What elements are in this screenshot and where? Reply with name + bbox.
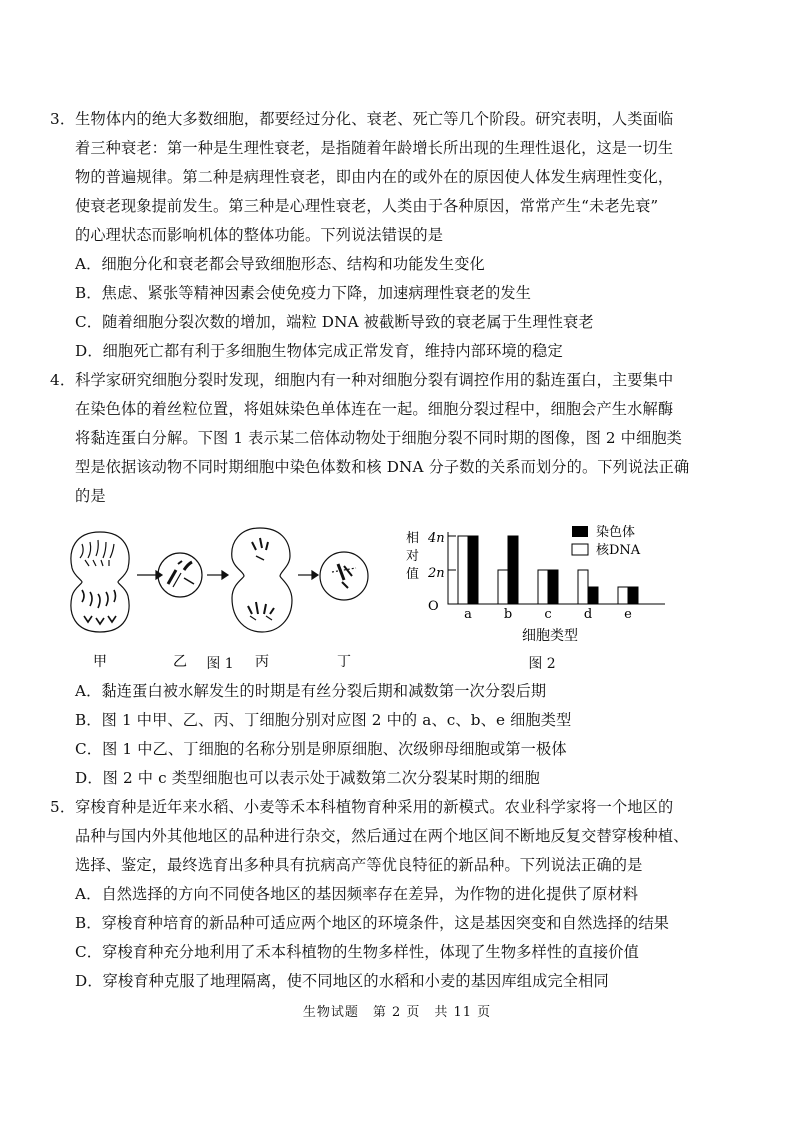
x-tick-d: d (583, 607, 593, 622)
x-tick-a: a (464, 607, 472, 622)
q3-stem-line-4: 使衰老现象提前发生。第三种是心理性衰老，人类由于各种原因，常常产生“未老先衰” (75, 197, 659, 215)
legend-swatch-dna (572, 544, 588, 555)
q3-stem-line-5: 的心理状态而影响机体的整体功能。下列说法错误的是 (75, 226, 444, 244)
bar-b-chromosome (508, 536, 518, 604)
y-label-char-3: 值 (406, 567, 420, 582)
bar-d-dna (578, 570, 588, 604)
q5-stem-line-3: 选择、鉴定，最终选育出多种具有抗病高产等优良特征的新品种。下列说法正确的是 (75, 856, 643, 874)
q3-stem-line-2: 着三种衰老：第一种是生理性衰老，是指随着年龄增长所出现的生理性退化，这是一切生 (75, 139, 674, 157)
x-ticks (464, 607, 632, 622)
y-tick-4n: 4n (428, 531, 445, 546)
legend-dna: 核DNA (596, 543, 641, 558)
q4-stem-line-2: 在染色体的着丝粒位置，将姐妹染色单体连在一起。细胞分裂过程中，细胞会产生水解酶 (75, 400, 674, 418)
q3-option-d: D．细胞死亡都有利于多细胞生物体完成正常发育，维持内部环境的稳定 (75, 342, 563, 360)
cell-jia (71, 532, 129, 632)
q4-stem-line-4: 型是依据该动物不同时期细胞中染色体数和核 DNA 分子数的关系而划分的。下列说法正确 (75, 458, 690, 476)
bar-d-chromosome (588, 587, 598, 604)
q3-option-a: A．细胞分化和衰老都会导致细胞形态、结构和功能发生变化 (75, 255, 485, 273)
q3-stem-line-1: 3．生物体内的绝大多数细胞，都要经过分化、衰老、死亡等几个阶段。研究表明，人类面临 (50, 110, 674, 128)
x-axis-label: 细胞类型 (522, 628, 578, 644)
q4-stem-line-5: 的是 (75, 487, 106, 505)
y-axis-label (406, 530, 419, 582)
q5-stem-line-2: 品种与国内外其他地区的品种进行杂交，然后通过在两个地区间不断地反复交替穿梭种植、 (75, 827, 689, 845)
legend-swatch-chromosome (572, 526, 588, 537)
figure-1 (60, 520, 380, 670)
q4-option-d: D．图 2 中 c 类型细胞也可以表示处于减数第二次分裂某时期的细胞 (75, 769, 540, 787)
page-footer: 生物试题 第 2 页 共 11 页 (302, 1005, 492, 1020)
figure-1-caption: 图 1 (206, 656, 234, 672)
bar-a-chromosome (468, 536, 478, 604)
cell-jia-label: 甲 (93, 654, 107, 670)
bar-e-chromosome (628, 587, 638, 604)
cell-bing (232, 528, 292, 632)
cell-ding-label: 丁 (337, 654, 351, 670)
cell-bing-label: 丙 (255, 654, 269, 670)
q5-option-a: A．自然选择的方向不同使各地区的基因频率存在差异，为作物的进化提供了原材料 (75, 885, 639, 903)
q5-option-b: B．穿梭育种培育的新品种可适应两个地区的环境条件，这是基因突变和自然选择的结果 (75, 914, 670, 932)
bar-e-dna (618, 587, 628, 604)
origin-label: O (428, 599, 439, 614)
q3-option-b: B．焦虑、紧张等精神因素会使免疫力下降，加速病理性衰老的发生 (75, 284, 532, 302)
x-tick-c: c (544, 607, 552, 622)
cell-yi (158, 553, 202, 597)
arrow-3 (298, 571, 318, 579)
bar-a-dna (458, 536, 468, 604)
cell-ding (320, 552, 368, 600)
cell-yi-label: 乙 (173, 654, 187, 670)
q4-option-a: A．黏连蛋白被水解发生的时期是有丝分裂后期和减数第一次分裂后期 (75, 682, 547, 700)
q3-stem-line-3: 物的普遍规律。第二种是病理性衰老，即由内在的或外在的原因使人体发生病理性变化， (75, 168, 674, 186)
y-tick-2n: 2n (428, 566, 445, 581)
q4-option-b: B．图 1 中甲、乙、丙、丁细胞分别对应图 2 中的 a、c、b、e 细胞类型 (75, 711, 572, 729)
q5-option-c: C．穿梭育种充分地利用了禾本科植物的生物多样性，体现了生物多样性的直接价值 (75, 943, 639, 961)
y-label-char-1: 相 (406, 531, 420, 546)
q3-option-c: C．随着细胞分裂次数的增加，端粒 DNA 被截断导致的衰老属于生理性衰老 (75, 313, 594, 331)
figure-2-chart (400, 522, 700, 647)
figure-2-caption: 图 2 (528, 656, 556, 672)
y-label-char-2: 对 (406, 549, 420, 564)
legend-chromosome: 染色体 (596, 525, 636, 540)
q4-stem-line-3: 将黏连蛋白分解。下图 1 表示某二倍体动物处于细胞分裂不同时期的图像，图 2 中细胞类 (75, 429, 683, 447)
bar-c-chromosome (548, 570, 558, 604)
q5-option-d: D．穿梭育种克服了地理隔离，使不同地区的水稻和小麦的基因库组成完全相同 (75, 972, 609, 990)
bar-b-dna (498, 570, 508, 604)
bar-c-dna (538, 570, 548, 604)
x-tick-b: b (503, 607, 513, 622)
q4-option-c: C．图 1 中乙、丁细胞的名称分别是卵原细胞、次级卵母细胞或第一极体 (75, 740, 567, 758)
x-tick-e: e (624, 607, 632, 622)
arrow-2 (207, 571, 228, 579)
q4-stem-line-1: 4．科学家研究细胞分裂时发现，细胞内有一种对细胞分裂有调控作用的黏连蛋白，主要集中 (50, 371, 674, 389)
q5-stem-line-1: 5．穿梭育种是近年来水稻、小麦等禾本科植物育种采用的新模式。农业科学家将一个地区的 (50, 798, 674, 816)
